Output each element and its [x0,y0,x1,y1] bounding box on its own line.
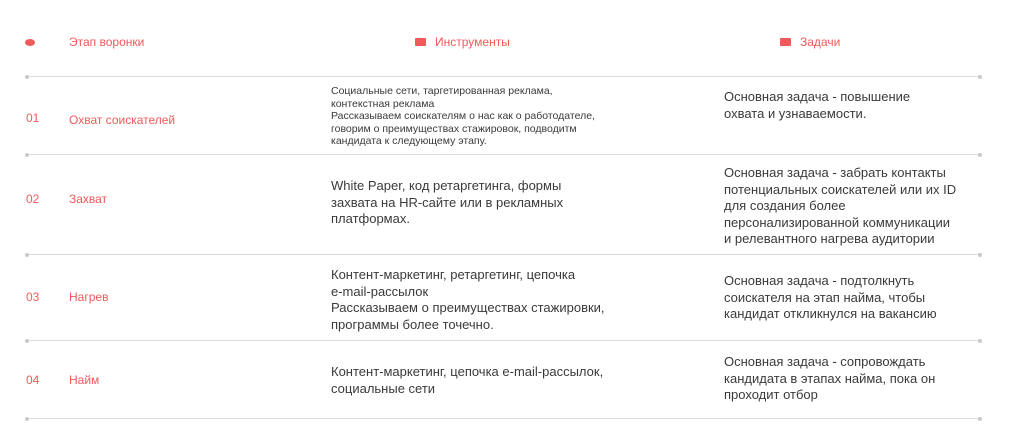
column-header-tools [415,34,510,50]
row-stage: Нагрев [69,290,109,304]
row-divider [27,154,980,155]
row-task-line: Основная задача - подтолкнуть [724,273,915,288]
row-stage: Охват соискателей [69,113,176,127]
row-task-line: Основная задача - повышение [724,89,911,104]
row-tools-line: кандидата к следующему этапу. [331,135,487,148]
row-tools-line: Рассказываем о преимуществах стажировки, [331,300,605,315]
row-tools-line: платформах. [331,211,410,226]
row-tools-line: Рассказываем соискателям о нас как о работодателе, [331,110,595,123]
row-task-line: соискателя на этап найма, чтобы [724,289,926,305]
column-header-tasks [780,34,840,50]
row-tools-line: Социальные сети, таргетированная реклама, [331,85,553,97]
row-number: 02 [26,192,40,206]
row-tools-line: White Paper, код ретаргетинга, формы [331,178,562,193]
column-header-tools-label: Инструменты [435,35,510,49]
row-task-line: охвата и узнаваемости. [724,105,867,121]
row-task-line: кандидат откликнулся на вакансию [724,306,937,321]
row-number: 03 [26,290,40,304]
row-task-line: для создания более [724,198,846,213]
row-task-line: кандидата в этапах найма, пока он [724,370,936,386]
row-tools-line: Контент-маркетинг, цепочка e-mail-рассылок, [331,364,604,379]
row-tools-line: контекстная реклама [331,97,435,110]
row-task-line: Основная задача - сопровождать [724,354,926,369]
row-task-line: потенциальных соискателей или их ID [724,181,957,197]
row-number: 04 [26,373,40,387]
row-task [724,273,984,323]
row-tools-line: говорим о преимуществах стажировок, подводитм [331,122,577,135]
row-task-line: персонализированной коммуникации [724,214,950,230]
row-divider [27,418,980,419]
row-tools-line: программы более точечно. [331,316,494,332]
circle-bullet-icon [25,39,35,46]
row-task-line: и релевантного нагрева аудитории [724,231,935,246]
row-divider [27,254,980,255]
row-task [724,89,984,122]
square-bullet-icon [780,38,791,46]
row-tools [331,364,661,397]
row-tools-line: e-mail-рассылок [331,283,429,299]
row-number: 01 [26,111,40,125]
row-task-line: Основная задача - забрать контакты [724,165,946,180]
square-bullet-icon [415,38,426,46]
row-task [724,165,984,248]
column-header-stage-label: Этап воронки [69,35,145,49]
row-divider [27,76,980,77]
row-stage: Найм [69,373,100,387]
row-tools [331,85,661,148]
column-header-stage [69,34,144,50]
row-tools-line: Контент-маркетинг, ретаргетинг, цепочка [331,267,576,282]
row-tools-line: захвата на HR-сайте или в рекламных [331,194,564,210]
header-dot-marker [25,34,44,50]
row-divider [27,340,980,341]
row-stage: Захват [69,192,108,206]
row-task [724,354,984,404]
column-header-tasks-label: Задачи [800,35,841,49]
row-tools-line: социальные сети [331,380,436,396]
row-tools [331,178,661,228]
row-tools [331,267,661,333]
row-task-line: проходит отбор [724,387,818,402]
